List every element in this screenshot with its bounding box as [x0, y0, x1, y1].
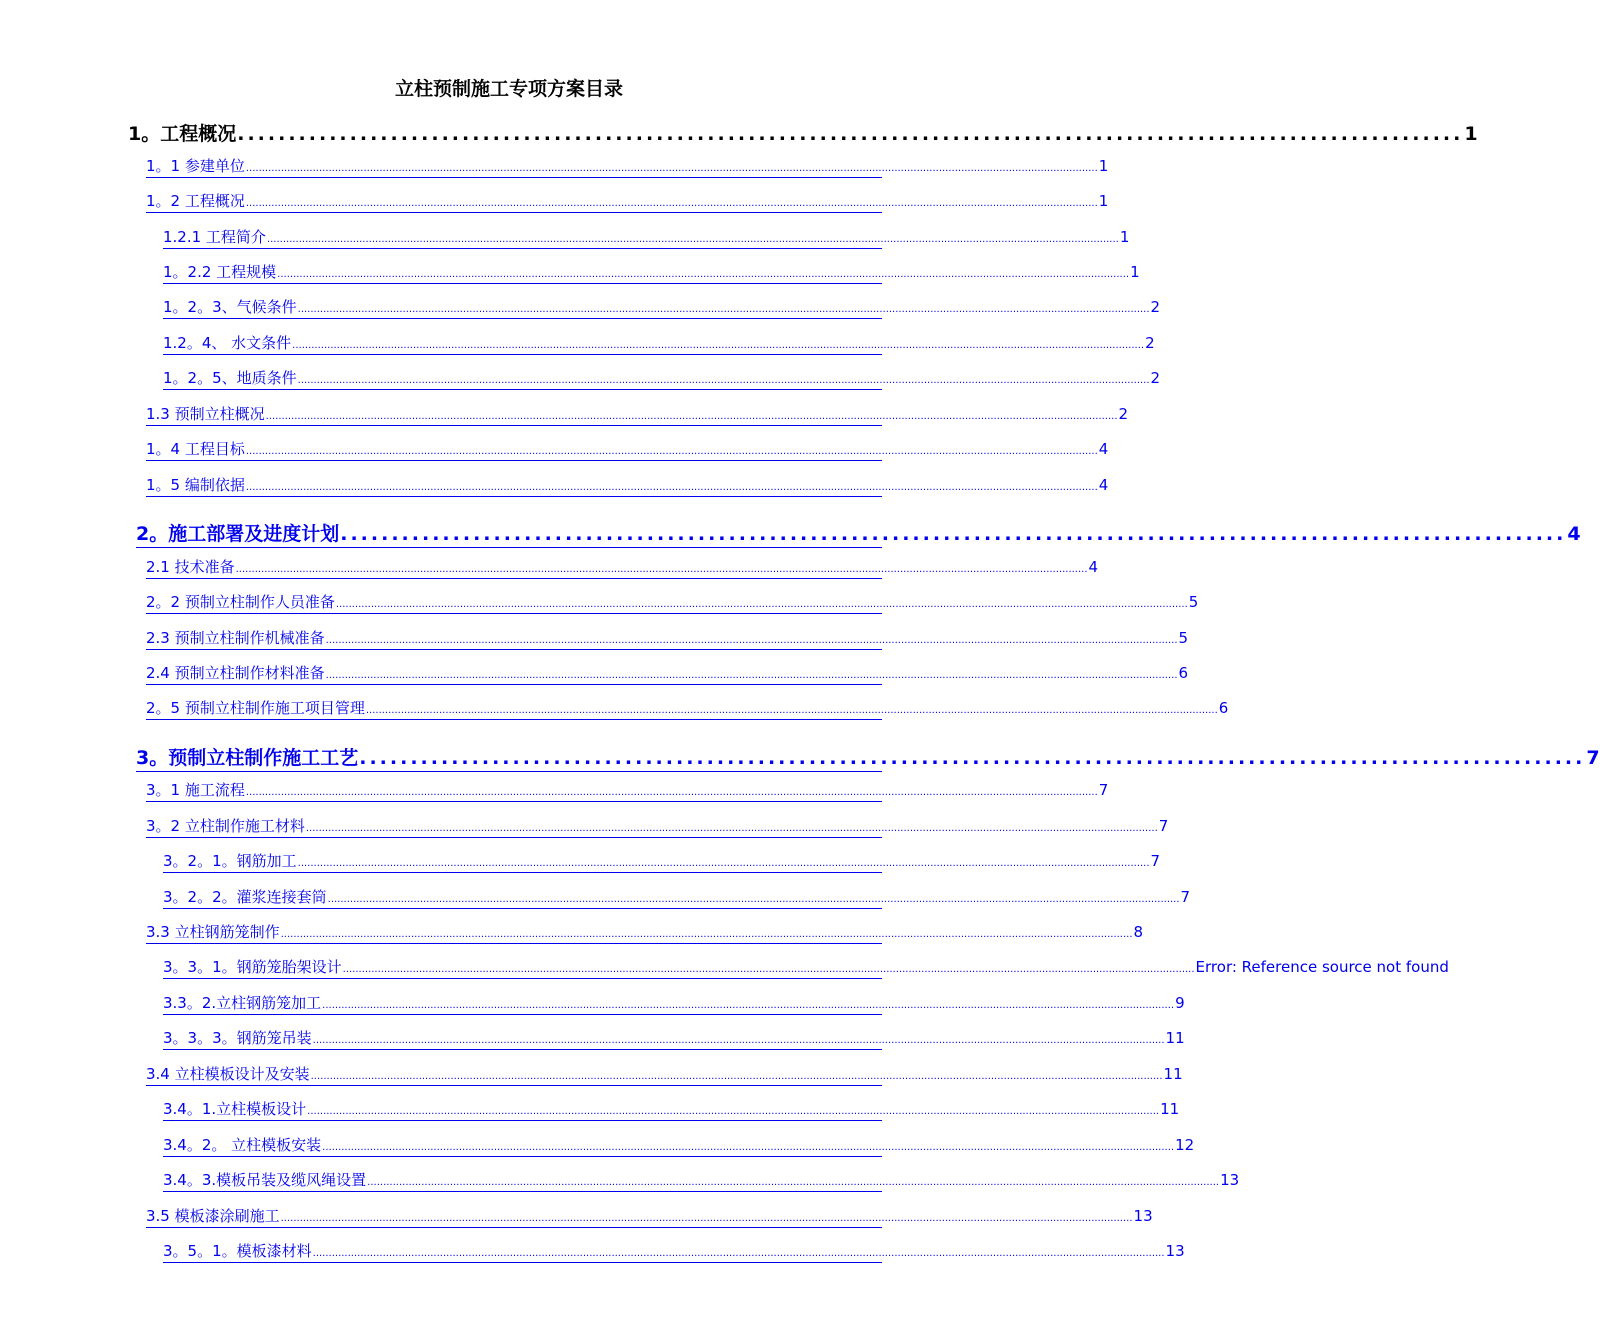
toc-link[interactable] [146, 779, 1109, 802]
toc-label: 2。施工部署及进度计划 [136, 523, 340, 545]
toc-link[interactable] [163, 956, 1449, 979]
toc-label: 1。2。5、地质条件 [163, 369, 297, 387]
toc-link[interactable] [163, 1027, 1185, 1050]
toc-label: 1。1 参建单位 [146, 157, 245, 175]
toc-page-number: 4 [1088, 558, 1099, 576]
toc-page-number: 1 [1119, 228, 1130, 246]
toc-link[interactable] [146, 815, 1169, 838]
toc-heading-3[interactable] [136, 743, 1600, 772]
toc-page-number: 12 [1175, 1136, 1195, 1154]
toc-label: 1。工程概况 [128, 123, 237, 145]
toc-link[interactable] [163, 1134, 1195, 1157]
dot-leader: ............................................................................................................................................................................................................................................................................ [305, 823, 1158, 834]
toc-link[interactable] [146, 403, 1129, 426]
dot-leader: ............................................................................................................................................................................................................................................................................ [280, 1213, 1133, 1224]
dot-leader: ............................................................................................................................................................................................................................................................................ [277, 269, 1130, 280]
toc-label: 2.1 技术准备 [146, 558, 235, 576]
toc-page-number: 1 [1098, 157, 1109, 175]
toc-label: 3.4。3.模板吊装及缆风绳设置 [163, 1171, 367, 1189]
dot-leader: ............................................................................................................................................................................................................................................................................ [325, 670, 1178, 681]
toc-page-number: 7 [1158, 817, 1169, 835]
toc-label: 3。5。1。模板漆材料 [163, 1242, 312, 1260]
toc-page-number: 11 [1160, 1100, 1180, 1118]
toc-page-number: 1 [1130, 263, 1140, 281]
toc-link[interactable] [163, 850, 1161, 873]
dot-leader: ............................................................................................................................................................................................................................................................................ [297, 858, 1150, 869]
toc-label: 2。5 预制立柱制作施工项目管理 [146, 699, 365, 717]
dot-leader: ............................................................................................................................................................................................................................................................................ [280, 929, 1133, 940]
toc-label: 3.4 立柱模板设计及安装 [146, 1065, 310, 1083]
toc-label: 3.3。2.立柱钢筋笼加工 [163, 994, 322, 1012]
toc-label: 3。2。2。灌浆连接套筒 [163, 888, 327, 906]
dot-leader: ........................................................................................................................ [340, 523, 1567, 545]
toc-link[interactable] [146, 921, 1144, 944]
toc-link[interactable] [163, 296, 1161, 319]
dot-leader: ............................................................................................................................................................................................................................................................................ [245, 198, 1098, 209]
toc-link[interactable] [146, 662, 1189, 685]
dot-leader: ............................................................................................................................................................................................................................................................................ [310, 1071, 1163, 1082]
toc-label: 3。预制立柱制作施工工艺 [136, 747, 359, 769]
toc-label: 1。2 工程概况 [146, 192, 245, 210]
dot-leader: ............................................................................................................................................................................................................................................................................ [367, 1177, 1220, 1188]
dot-leader: ............................................................................................................................................................................................................................................................................ [335, 599, 1188, 610]
toc-label: 1.2.1 工程简介 [163, 228, 266, 246]
toc-link[interactable] [163, 1169, 1240, 1192]
toc-page-number: 13 [1220, 1171, 1240, 1189]
toc-page-number: 7 [1180, 888, 1191, 906]
dot-leader: ............................................................................................................................................................................................................................................................................ [235, 564, 1088, 575]
dot-leader: ............................................................................................................................................................................................................................................................................ [322, 1000, 1175, 1011]
dot-leader: ............................................................................................................................................................................................................................................................................ [297, 375, 1150, 386]
toc-label: 1。2。3、气候条件 [163, 298, 297, 316]
dot-leader: ............................................................................................................................................................................................................................................................................ [297, 304, 1150, 315]
toc-page-number: 7 [1150, 852, 1161, 870]
toc-link[interactable] [146, 697, 1229, 720]
toc-label: 2。2 预制立柱制作人员准备 [146, 593, 335, 611]
dot-leader: ........................................................................................................................ [359, 747, 1586, 769]
toc-label: 1。4 工程目标 [146, 440, 245, 458]
dot-leader: ............................................................................................................................................................................................................................................................................ [245, 163, 1098, 174]
toc-label: 3。2。1。钢筋加工 [163, 852, 297, 870]
toc-link[interactable] [146, 1063, 1183, 1086]
dot-leader: ............................................................................................................................................................................................................................................................................ [292, 340, 1145, 351]
toc-page-number: 9 [1175, 994, 1185, 1012]
toc-label: 3。3。3。钢筋笼吊装 [163, 1029, 312, 1047]
toc-page-number: 7 [1098, 781, 1109, 799]
toc-heading-1[interactable] [128, 119, 1478, 147]
dot-leader: ............................................................................................................................................................................................................................................................................ [342, 964, 1195, 975]
toc-heading-2[interactable] [136, 519, 1581, 548]
toc-link[interactable] [146, 190, 1109, 213]
dot-leader: ........................................................................................................................ [237, 123, 1464, 145]
toc-label: 3.4。1.立柱模板设计 [163, 1100, 307, 1118]
dot-leader: ............................................................................................................................................................................................................................................................................ [365, 705, 1218, 716]
dot-leader: ............................................................................................................................................................................................................................................................................ [266, 234, 1119, 245]
toc-page-number: 5 [1188, 593, 1199, 611]
toc-label: 2.4 预制立柱制作材料准备 [146, 664, 325, 682]
toc-page-number: 2 [1150, 298, 1161, 316]
toc-link[interactable] [146, 627, 1189, 650]
toc-label: 3.5 模板漆涂刷施工 [146, 1207, 280, 1225]
toc-label: 2.3 预制立柱制作机械准备 [146, 629, 325, 647]
toc-label: 3。2 立柱制作施工材料 [146, 817, 305, 835]
toc-link[interactable] [163, 1098, 1180, 1121]
dot-leader: ............................................................................................................................................................................................................................................................................ [322, 1142, 1175, 1153]
toc-label: 1。2.2 工程规模 [163, 263, 277, 281]
dot-leader: ............................................................................................................................................................................................................................................................................ [312, 1035, 1165, 1046]
toc-page-number: 11 [1165, 1029, 1185, 1047]
toc-label: 3.3 立柱钢筋笼制作 [146, 923, 280, 941]
toc-page-number: 11 [1163, 1065, 1183, 1083]
toc-page-number: 7 [1586, 747, 1600, 769]
dot-leader: ............................................................................................................................................................................................................................................................................ [325, 635, 1178, 646]
toc-link[interactable] [163, 886, 1191, 909]
toc-page-number: 1 [1464, 123, 1478, 145]
toc-link[interactable] [146, 438, 1109, 461]
toc-label: 3。1 施工流程 [146, 781, 245, 799]
dot-leader: ............................................................................................................................................................................................................................................................................ [245, 787, 1098, 798]
toc-label: 1.2。4、 水文条件 [163, 334, 292, 352]
toc-link[interactable] [163, 367, 1161, 390]
toc-page-number: 4 [1098, 476, 1109, 494]
toc-page-number: 4 [1098, 440, 1109, 458]
toc-link[interactable] [146, 1205, 1153, 1228]
toc-link[interactable] [163, 226, 1130, 249]
toc-page-number: 2 [1118, 405, 1129, 423]
dot-leader: ............................................................................................................................................................................................................................................................................ [327, 894, 1180, 905]
dot-leader: ............................................................................................................................................................................................................................................................................ [307, 1106, 1160, 1117]
document-title: 立柱预制施工专项方案目录 [394, 78, 623, 100]
toc-page-number: 5 [1178, 629, 1189, 647]
toc-page-number: 8 [1133, 923, 1144, 941]
toc-label: 1.3 预制立柱概况 [146, 405, 265, 423]
toc-page-number: Error: Reference source not found [1195, 958, 1449, 976]
toc-link[interactable] [163, 992, 1185, 1015]
toc-page-number: 13 [1133, 1207, 1153, 1225]
toc-label: 3。3。1。钢筋笼胎架设计 [163, 958, 342, 976]
toc-page-number: 1 [1098, 192, 1109, 210]
toc-label: 1。5 编制依据 [146, 476, 245, 494]
toc-link[interactable] [163, 261, 1140, 284]
toc-page-number: 2 [1150, 369, 1161, 387]
toc-label: 3.4。2。 立柱模板安装 [163, 1136, 322, 1154]
toc-link[interactable] [163, 332, 1155, 355]
toc-page-number: 2 [1145, 334, 1155, 352]
dot-leader: ............................................................................................................................................................................................................................................................................ [245, 446, 1098, 457]
toc-page-number: 6 [1178, 664, 1189, 682]
toc-page-number: 6 [1218, 699, 1229, 717]
dot-leader: ............................................................................................................................................................................................................................................................................ [265, 411, 1118, 422]
toc-link[interactable] [146, 155, 1109, 178]
toc-link[interactable] [146, 474, 1109, 497]
toc-page-number: 4 [1567, 523, 1581, 545]
toc-link[interactable] [146, 556, 1099, 579]
toc-link[interactable] [146, 591, 1199, 614]
dot-leader: ............................................................................................................................................................................................................................................................................ [312, 1248, 1165, 1259]
toc-link[interactable] [163, 1240, 1185, 1263]
toc-page-number: 13 [1165, 1242, 1185, 1260]
dot-leader: ............................................................................................................................................................................................................................................................................ [245, 482, 1098, 493]
